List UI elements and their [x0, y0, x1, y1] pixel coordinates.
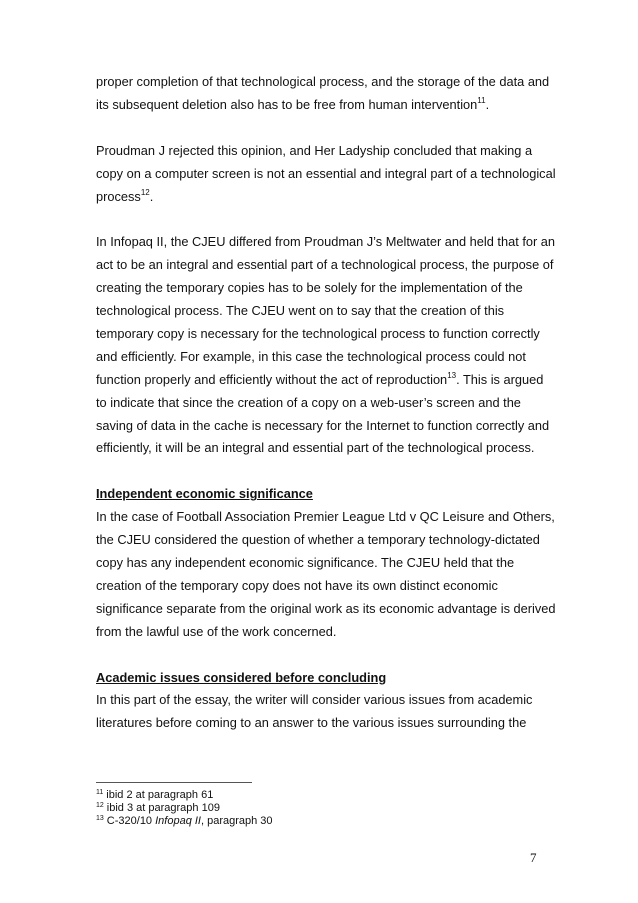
- paragraph-proudman: Proudman J rejected this opinion, and Her Ladyship concluded that making a copy on a computer screen is not an essential and integral part of a technological process$^{12}$.: [96, 142, 556, 204]
- paragraph-independent: In the case of Football Association Premier League Ltd v QC Leisure and Others, the CJEU considered the question of whether a temporary technology-dictated copy has any independent economic significance. The CJEU held that the creation of the temporary copy does not have its own distinct economic significance separate from the original work as its economic advantage is derived from the lawful use of the work concerned.: [96, 509, 556, 639]
- footnote-ref-13[interactable]: 13: [447, 370, 457, 380]
- body-text: [96, 71, 556, 758]
- paragraph-infopaq: In Infopaq II, the CJEU differed from Proudman J’s Meltwater and held that for an act to be an integral and essential part of a technological process, the purpose of creating the temporary copies has to be solely for the implementation of the technological process. The CJEU went on to say that the creation of this temporary copy is necessary for the technological process to function correctly and efficiently. For example, in this case the technological process could not function properly and efficiently without the act of reproduction$^{13}$. This is argued to indicate that since the creation of a copy on a web-user’s screen and the saving of data in the cache is necessary for the Internet to function correctly and efficiently, it will be an integral and essential part of the technological process.: [96, 234, 556, 456]
- footnotes: [96, 789, 536, 828]
- footnote-11: $^{11}$ ibid 2 at paragraph 61: [96, 789, 214, 801]
- paragraph-academic: In this part of the essay, the writer will consider various issues from academic literatures before coming to an answer to the various issues surrounding the: [96, 692, 533, 731]
- paragraph-continuation: proper completion of that technological process, and the storage of the data and its subsequent deletion also has to be free from human intervention$^{11}$.: [96, 74, 550, 112]
- section-heading-academic: Academic issues considered before concluding: [96, 669, 387, 685]
- page-number: 7: [530, 850, 537, 865]
- footnote-ref-11[interactable]: 11: [477, 95, 486, 105]
- section-heading-independent: Independent economic significance: [96, 486, 313, 502]
- footnote-13: $^{13}$ C-320/10 Infopaq II, paragraph 30: [96, 815, 273, 827]
- footnote-separator: [96, 782, 252, 783]
- footnote-ref-12[interactable]: 12: [140, 187, 150, 197]
- footnote-12: $^{12}$ ibid 3 at paragraph 109: [96, 802, 220, 814]
